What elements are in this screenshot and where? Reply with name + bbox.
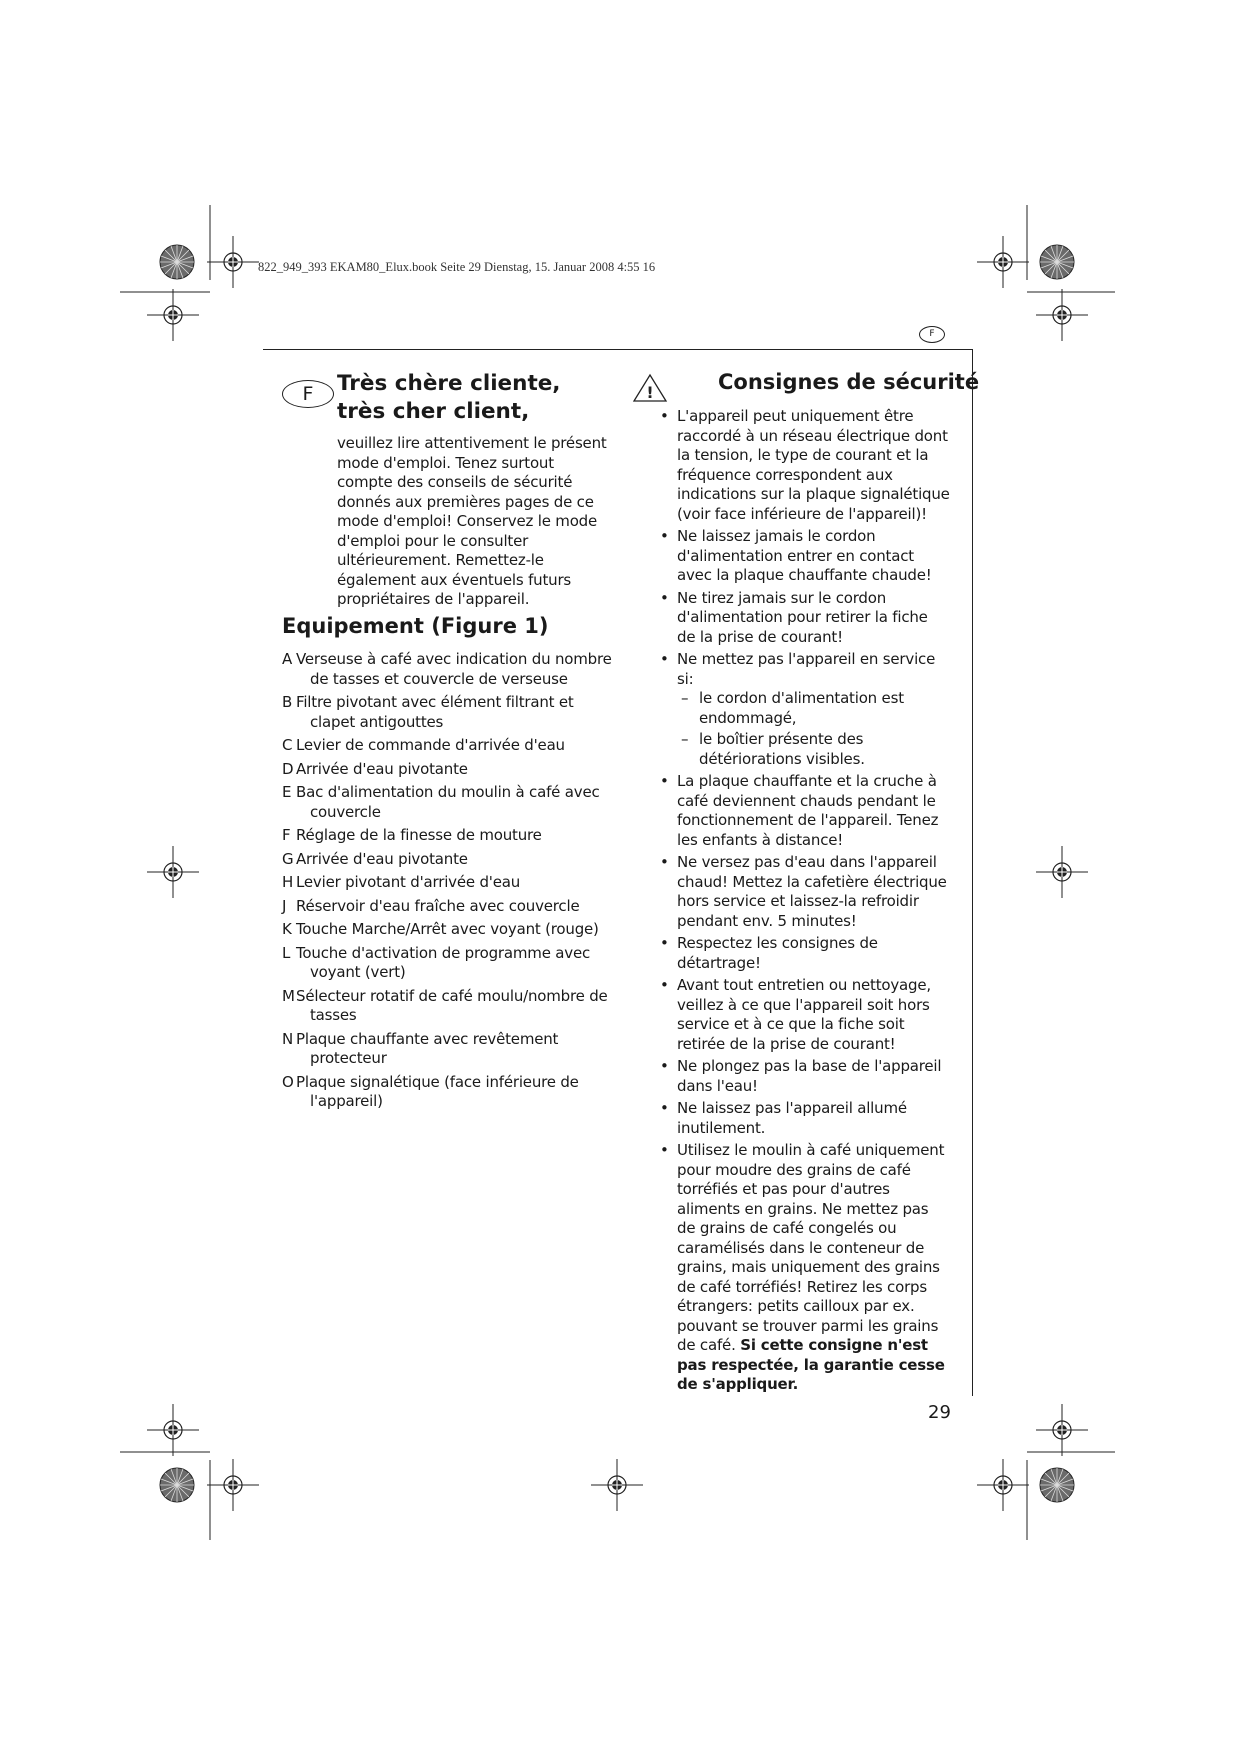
crosshair-mark — [207, 236, 259, 288]
list-item — [282, 920, 612, 940]
warning-symbol: ! — [646, 383, 654, 402]
list-item — [282, 826, 612, 846]
list-item — [282, 783, 612, 822]
list-item — [282, 650, 612, 689]
crosshair-mark — [977, 236, 1029, 288]
item-letter: C — [282, 736, 293, 754]
list-item — [282, 850, 612, 870]
list-item — [282, 693, 612, 732]
item-text: Plaque signalétique (face inférieure de l'appareil) — [296, 1072, 579, 1110]
crosshair-mark — [977, 1459, 1029, 1511]
crosshair-mark — [1036, 846, 1088, 898]
warranty-note: Si cette consigne n'est pas respectée, la garantie cesse de s'appliquer. — [677, 1336, 945, 1393]
item-letter: M — [282, 986, 295, 1005]
list-item — [282, 987, 612, 1026]
list-item — [282, 760, 612, 780]
item-letter: N — [282, 1029, 294, 1048]
sub-list-item: – le cordon d'alimentation est endommagé, — [677, 689, 950, 728]
list-item — [660, 650, 950, 769]
page-number: 29 — [928, 1402, 951, 1423]
item-letter: F — [282, 826, 291, 844]
list-item — [282, 1030, 612, 1069]
starburst-mark — [1040, 245, 1074, 279]
item-letter: E — [282, 783, 292, 801]
item-text: Sélecteur rotatif de café moulu/nombre de tasses — [296, 986, 608, 1024]
greeting-line-1: Très chère cliente, — [337, 371, 561, 396]
crosshair-mark — [591, 1459, 643, 1511]
crosshair-mark — [147, 846, 199, 898]
list-item — [282, 873, 612, 893]
list-item — [282, 736, 612, 756]
item-letter: A — [282, 650, 293, 668]
item-text: Utilisez le moulin à café uniquement pour moudre des grains de café torréfiés et pas pour d'autres aliments en grains. Ne mettez pas de grains de café congelés ou caramélisés dans le conteneur de grains, mais uniquement des grains de café torréfiés! Retirez les corps étrangers: petits cailloux par ex. pouvant se trouver parmi les grains de café. — [677, 1141, 945, 1354]
item-text: Réservoir d'eau fraîche avec couvercle — [296, 896, 580, 915]
crosshair-mark — [1036, 289, 1088, 341]
list-item: • Ne tirez jamais sur le cordon d'alimentation pour retirer la fiche de la prise de courant! — [660, 589, 950, 648]
intro-paragraph: veuillez lire attentivement le présent mode d'emploi. Tenez surtout compte des conseils de sécurité donnés aux premières pages de ce mode d'emploi! Conservez le mode d'emploi pour le consulter ultérieurement. Remettez-le également aux éventuels futurs propriétaires de l'appareil. — [337, 434, 607, 608]
frame-right-rule — [972, 349, 973, 1396]
item-letter: K — [282, 920, 292, 938]
list-item — [660, 1141, 950, 1395]
item-text: Plaque chauffante avec revêtement protecteur — [296, 1029, 559, 1067]
list-item: • Ne laissez pas l'appareil allumé inutilement. — [660, 1099, 950, 1138]
item-text: Levier pivotant d'arrivée d'eau — [296, 873, 521, 891]
item-letter: O — [282, 1072, 294, 1091]
warning-triangle-icon — [632, 373, 668, 403]
crosshair-mark — [1036, 1404, 1088, 1456]
starburst-mark — [1040, 1468, 1074, 1502]
item-text: Filtre pivotant avec élément filtrant et clapet antigouttes — [296, 693, 574, 731]
item-text: Touche d'activation de programme avec voyant (vert) — [296, 943, 591, 981]
greeting-line-2: très cher client, — [337, 399, 530, 424]
list-item — [282, 944, 612, 983]
safety-list — [660, 407, 950, 1398]
print-header: 822_949_393 EKAM80_Elux.book Seite 29 Dienstag, 15. Januar 2008 4:55 16 — [258, 260, 656, 274]
starburst-mark — [160, 245, 194, 279]
equipment-title: Equipement (Figure 1) — [282, 614, 549, 638]
item-letter: D — [282, 759, 294, 778]
safety-title: Consignes de sécurité — [718, 370, 980, 394]
list-item — [282, 897, 612, 917]
item-text: Verseuse à café avec indication du nombre de tasses et couvercle de verseuse — [296, 650, 612, 688]
item-letter: L — [282, 943, 291, 962]
list-item: • Ne versez pas d'eau dans l'appareil chaud! Mettez la cafetière électrique hors service et laissez-la refroidir pendant env. 5 minutes! — [660, 853, 950, 931]
sub-list — [677, 689, 950, 769]
item-text: Touche Marche/Arrêt avec voyant (rouge) — [296, 920, 599, 938]
frame-top-rule — [263, 349, 973, 350]
item-text: Arrivée d'eau pivotante — [296, 759, 468, 778]
item-text: Réglage de la finesse de mouture — [296, 826, 542, 844]
item-letter: B — [282, 693, 293, 711]
list-item: • L'appareil peut uniquement être raccordé à un réseau électrique dont la tension, le type de courant et la fréquence correspondent aux indications sur la plaque signalétique (voir face inférieure de l'appareil)! — [660, 407, 950, 524]
item-text: Ne mettez pas l'appareil en service si: — [677, 650, 936, 688]
list-item: • Avant tout entretien ou nettoyage, veillez à ce que l'appareil soit hors service et à ce que la fiche soit retirée de la prise de courant! — [660, 976, 950, 1054]
language-marker-small: F — [919, 326, 945, 343]
sub-list-item: – le boîtier présente des détériorations visibles. — [677, 730, 950, 769]
list-item: • Ne laissez jamais le cordon d'alimentation entrer en contact avec la plaque chauffante chaude! — [660, 527, 950, 586]
item-text: Arrivée d'eau pivotante — [296, 849, 468, 868]
crosshair-mark — [147, 1404, 199, 1456]
item-text: Bac d'alimentation du moulin à café avec couvercle — [296, 783, 600, 821]
item-letter: H — [282, 873, 294, 891]
starburst-mark — [160, 1468, 194, 1502]
list-item: • Respectez les consignes de détartrage! — [660, 934, 950, 973]
item-text: Levier de commande d'arrivée d'eau — [296, 736, 565, 754]
list-item: • Ne plongez pas la base de l'appareil dans l'eau! — [660, 1057, 950, 1096]
language-marker: F — [282, 380, 334, 408]
list-item: • La plaque chauffante et la cruche à café deviennent chauds pendant le fonctionnement de l'appareil. Tenez les enfants à distance! — [660, 772, 950, 850]
crosshair-mark — [207, 1459, 259, 1511]
item-letter: J — [282, 896, 287, 915]
crosshair-mark — [147, 289, 199, 341]
list-item — [282, 1073, 612, 1112]
equipment-list — [282, 650, 612, 1116]
item-letter: G — [282, 849, 294, 868]
greeting-heading — [337, 370, 560, 426]
